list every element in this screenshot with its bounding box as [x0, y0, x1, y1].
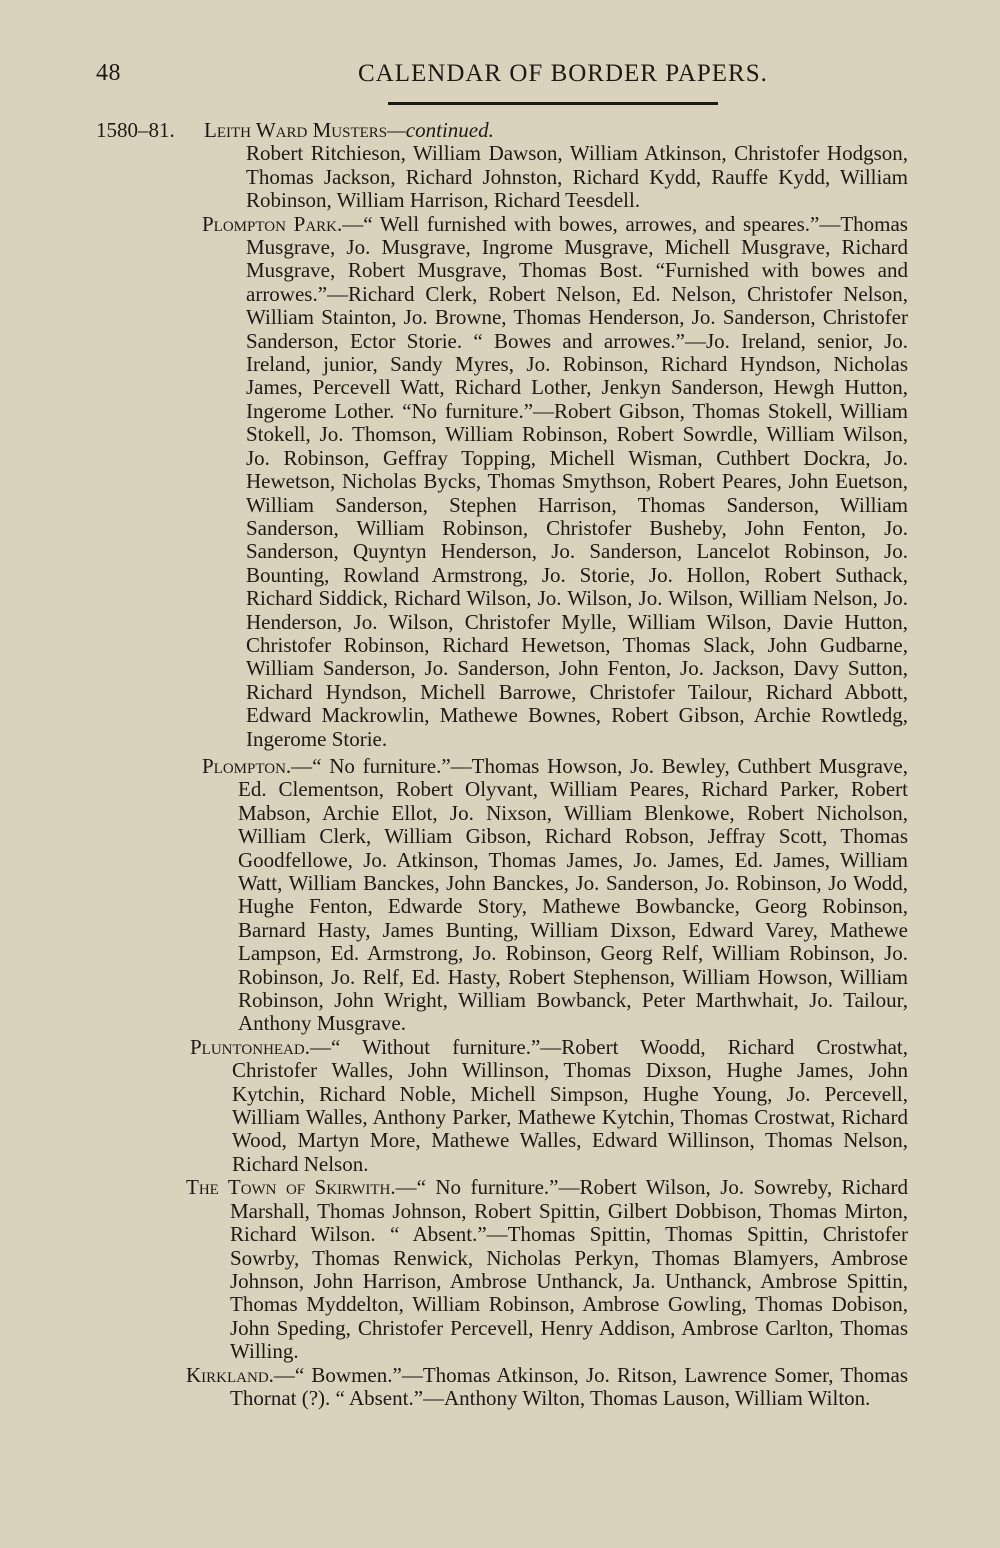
paragraph-kirkland: [96, 1364, 908, 1411]
paragraph-text: —“ Without furniture.”—Robert Woodd, Richard Crostwhat, Christofer Walles, John Willinson, Thomas Dixson, Hughe James, John Kytchin, Richard Noble, Michell Simpson, Hughe Young, Jo. Percevell, William Walles, Anthony Parker, Mathewe Kytchin, Thomas Crostwat, Richard Wood, Martyn More, Mathewe Walles, Edward Willinson, Thomas Nelson, Richard Nelson.: [232, 1034, 908, 1176]
place-heading: Kirkland.: [186, 1362, 274, 1387]
paragraph-text: —“ Well furnished with bowes, arrowes, and speares.”—Thomas Musgrave, Jo. Musgrave, Ingrome Musgrave, Michell Musgrave, Richard Musgrave, Robert Musgrave, Thomas Bost. “Furnished with bowes and arrowes.”—Richard Clerk, Robert Nelson, Ed. Nelson, Christofer Nelson, William Stainton, Jo. Browne, Thomas Henderson, Jo. Sanderson, Christofer Sanderson, Ector Storie. “ Bowes and arrowes.”—Jo. Ireland, senior, Jo. Ireland, junior, Sandy Myres, Jo. Robinson, Richard Hyndson, Nicholas James, Percevell Watt, Richard Lother, Jenkyn Sanderson, Hewgh Hutton, Ingerome Lother. “No furniture.”—Robert Gibson, Thomas Stokell, William Stokell, Jo. Thomson, William Robinson, Robert Sowrdle, William Wilson, Jo. Robinson, Geffray Topping, Michell Wisman, Cuthbert Dockra, Jo. Hewetson, Nicholas Bycks, Thomas Smythson, Robert Peares, John Euetson, William Sanderson, Stephen Harrison, Thomas Sanderson, William Sanderson, William Robinson, Christofer Busheby, John Fenton, Jo. Sanderson, Quyntyn Henderson, Jo. Sanderson, Lancelot Robinson, Jo. Bounting, Rowland Armstrong, Jo. Storie, Jo. Hollon, Robert Suthack, Richard Siddick, Richard Wilson, Jo. Wilson, Jo. Wilson, William Nelson, Jo. Henderson, Jo. Wilson, Christofer Mylle, William Wilson, Davie Hutton, Christofer Robinson, Richard Hewetson, Thomas Slack, John Gudbarne, William Sanderson, Jo. Sanderson, John Fenton, Jo. Jackson, Davy Sutton, Richard Hyndson, Michell Barrowe, Christofer Tailour, Richard Abbott, Edward Mackrowlin, Mathewe Bownes, Robert Gibson, Archie Rowtledg, Ingerome Storie.: [246, 211, 908, 751]
section-suffix: —continued.: [387, 118, 494, 142]
paragraph-plompton-park: [96, 213, 908, 751]
paragraph-plompton: [96, 755, 908, 1036]
place-heading: Pluntonhead.: [190, 1034, 310, 1059]
place-heading: Plompton.: [202, 753, 292, 778]
section-heading: [96, 119, 908, 142]
paragraph-text: Robert Ritchieson, William Dawson, William Atkinson, Christofer Hodgson, Thomas Jackson, Richard Johnston, Richard Kydd, Rauffe Kydd, William Robinson, William Harrison, Richard Teesdell.: [246, 141, 908, 213]
section-title: Leith Ward Musters: [204, 118, 388, 142]
document-body: [96, 119, 908, 1410]
header-rule: [388, 102, 718, 105]
place-heading: The Town of Skirwith.: [186, 1175, 396, 1200]
running-title: CALENDAR OF BORDER PAPERS.: [358, 60, 768, 87]
place-heading: Plompton Park.: [202, 211, 343, 236]
paragraph-text: —“ No furniture.”—Thomas Howson, Jo. Bewley, Cuthbert Musgrave, Ed. Clementson, Robert Olyvant, William Peares, Richard Parker, Robert Mabson, Archie Ellot, Jo. Nixson, William Blenkowe, Robert Nicholson, William Clerk, William Gibson, Richard Robson, Jeffray Scott, Thomas Goodfellowe, Jo. Atkinson, Thomas James, Jo. James, Ed. James, William Watt, William Banckes, John Banckes, Jo. Sanderson, Jo. Robinson, Jo Wodd, Hughe Fenton, Edwarde Story, Mathewe Bowbancke, Georg Robinson, Barnard Hasty, James Bunting, William Dixson, Edward Varey, Mathewe Lampson, Ed. Armstrong, Jo. Robinson, Georg Relf, William Robinson, Jo. Robinson, Jo. Relf, Ed. Hasty, Robert Stephenson, William Howson, William Robinson, John Wright, William Bowbanck, Peter Marthwhait, Jo. Tailour, Anthony Musgrave.: [238, 753, 908, 1036]
page-header: [96, 60, 908, 100]
paragraph-leith-continued: [96, 142, 908, 212]
paragraph-text: —“ No furniture.”—Robert Wilson, Jo. Sowreby, Richard Marshall, Thomas Johnson, Robert Spittin, Gilbert Dobbison, Thomas Mirton, Richard Wilson. “ Absent.”—Thomas Spittin, Thomas Spittin, Christofer Sowrby, Thomas Renwick, Nicholas Perkyn, Thomas Blamyers, Ambrose Johnson, John Harrison, Ambrose Unthanck, Ja. Unthanck, Ambrose Spittin, Thomas Myddelton, William Robinson, Ambrose Gowling, Thomas Dobison, John Speding, Christofer Percevell, Henry Addison, Ambrose Carlton, Thomas Willing.: [230, 1175, 908, 1364]
paragraph-skirwith: [96, 1176, 908, 1363]
year-range: 1580–81.: [96, 118, 175, 142]
page-number: 48: [96, 60, 121, 86]
paragraph-pluntonhead: [96, 1036, 908, 1176]
paragraph-text: —“ Bowmen.”—Thomas Atkinson, Jo. Ritson, Lawrence Somer, Thomas Thornat (?). “ Absent.”—Anthony Wilton, Thomas Lauson, William Wilton.: [230, 1362, 908, 1410]
